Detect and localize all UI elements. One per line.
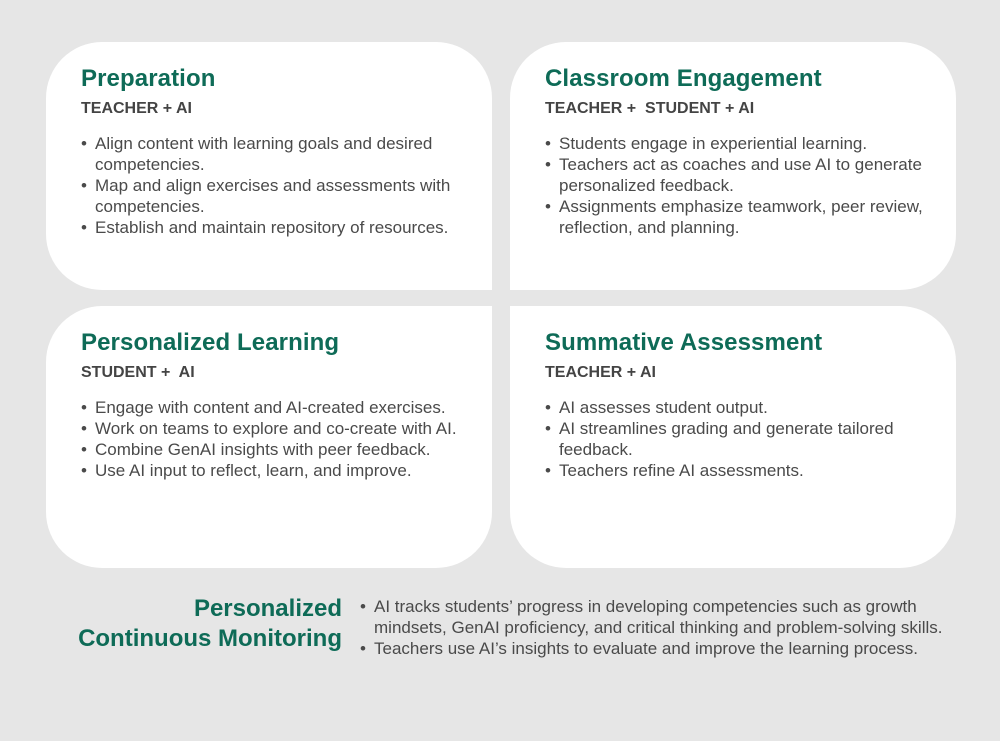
card-role: TEACHER + AI — [81, 100, 192, 117]
card-preparation — [46, 42, 492, 290]
card-classroom-engagement — [510, 42, 956, 290]
bullet-item: • Establish and maintain repository of resources. — [81, 217, 476, 238]
bullet-list — [81, 397, 476, 481]
bullet-item: • Students engage in experiential learning. — [545, 133, 940, 154]
card-role: TEACHER + AI — [545, 364, 656, 381]
bullet-item: • Engage with content and AI-created exercises. — [81, 397, 476, 418]
bullet-list — [360, 596, 960, 659]
bullet-item: • Teachers refine AI assessments. — [545, 460, 940, 481]
monitoring-title-line: Continuous Monitoring — [78, 625, 342, 652]
card-role: STUDENT + AI — [81, 364, 195, 381]
card-title: Classroom Engagement — [545, 65, 822, 92]
bullet-item: • Work on teams to explore and co-create with AI. — [81, 418, 476, 439]
card-summative-assessment — [510, 306, 956, 568]
bullet-item: • Align content with learning goals and desired competencies. — [81, 133, 476, 175]
bullet-list — [545, 397, 940, 481]
bullet-item: • Use AI input to reflect, learn, and improve. — [81, 460, 476, 481]
monitoring-list — [360, 596, 960, 659]
bullet-item: • AI tracks students’ progress in developing competencies such as growth mindsets, GenAI proficiency, and critical thinking and problem-solving skills. — [360, 596, 960, 638]
card-title: Preparation — [81, 65, 216, 92]
monitoring-title — [40, 594, 342, 654]
bullet-list — [545, 133, 940, 238]
bullet-item: • Assignments emphasize teamwork, peer review, reflection, and planning. — [545, 196, 940, 238]
monitoring-title-line: Personalized — [193, 595, 342, 622]
bullet-item: • Combine GenAI insights with peer feedback. — [81, 439, 476, 460]
card-title: Summative Assessment — [545, 329, 823, 356]
card-title: Personalized Learning — [81, 329, 340, 356]
bullet-item: • Teachers use AI’s insights to evaluate and improve the learning process. — [360, 638, 960, 659]
bullet-item: • AI streamlines grading and generate tailored feedback. — [545, 418, 940, 460]
bullet-item: • Map and align exercises and assessments with competencies. — [81, 175, 476, 217]
card-personalized-learning — [46, 306, 492, 568]
bullet-item: • AI assesses student output. — [545, 397, 940, 418]
card-role: TEACHER + STUDENT + AI — [545, 100, 755, 117]
bullet-list — [81, 133, 476, 238]
bullet-item: • Teachers act as coaches and use AI to generate personalized feedback. — [545, 154, 940, 196]
